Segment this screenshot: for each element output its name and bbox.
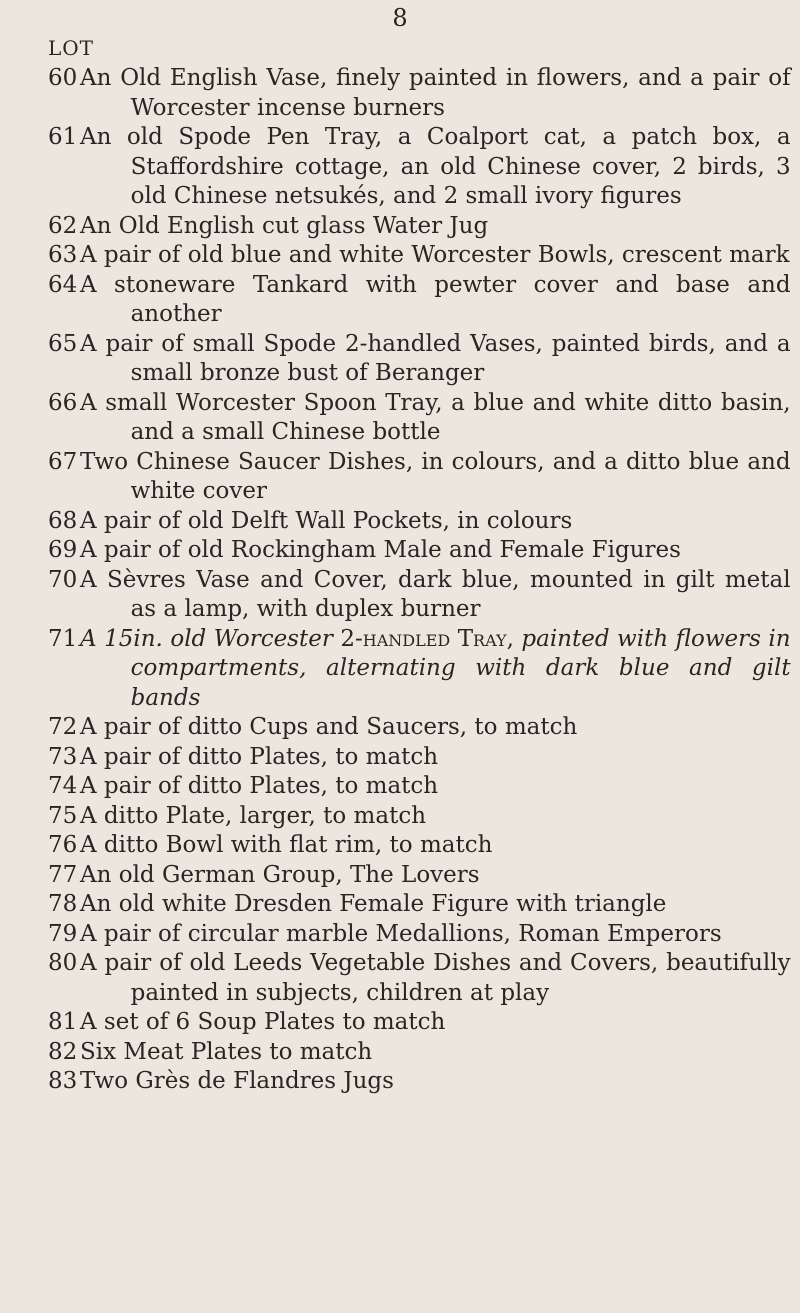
lot-67 — [0, 448, 800, 507]
lot-number: 80 — [48, 950, 78, 976]
lot-description: An Old English Vase, finely painted in flowers, and a pair of Worcester incense burners — [80, 65, 791, 121]
lot-description: A Sèvres Vase and Cover, dark blue, mounted in gilt metal as a lamp, with duplex burner — [80, 566, 791, 622]
lot-62 — [0, 212, 800, 242]
lot-number: 70 — [48, 566, 78, 593]
lot-number: 73 — [48, 743, 78, 770]
lot-63 — [0, 241, 800, 271]
lot-description: A ditto Bowl with flat rim, to match — [80, 832, 493, 858]
lot-number: 78 — [48, 891, 78, 917]
lot-number: 75 — [48, 802, 78, 829]
lot-65 — [0, 330, 800, 389]
lot-number: 81 — [48, 1009, 78, 1035]
page-number: 8 — [392, 4, 408, 32]
lot-description: Six Meat Plates to match — [80, 1038, 373, 1065]
lot-description: A pair of old blue and white Worcester Bowls, crescent mark — [80, 242, 790, 268]
lot-71 — [0, 625, 800, 714]
lot-number: 82 — [48, 1038, 78, 1065]
lot-number: 66 — [48, 389, 78, 416]
lot-description: A pair of old Rockingham Male and Female Figures — [80, 537, 681, 563]
lot-description-start: A 15in. old Worcester — [80, 625, 341, 652]
lot-description: A pair of ditto Cups and Saucers, to match — [80, 714, 578, 740]
lot-61 — [0, 123, 800, 212]
lot-78 — [0, 890, 800, 920]
lot-description — [80, 625, 791, 714]
lot-number: 63 — [48, 242, 78, 268]
lot-description: A pair of small Spode 2-handled Vases, painted birds, and a small bronze bust of Beranger — [80, 330, 791, 386]
lot-description: An old German Group, The Lovers — [80, 861, 480, 888]
lot-73 — [0, 743, 800, 773]
lot-number: 77 — [48, 861, 78, 888]
lot-number: 71 — [48, 625, 78, 652]
lot-70 — [0, 566, 800, 625]
lot-description: A pair of ditto Plates, to match — [80, 773, 439, 799]
lot-list — [0, 64, 800, 1097]
lot-description: A pair of ditto Plates, to match — [80, 743, 439, 770]
lot-number: 60 — [48, 65, 78, 91]
lot-number: 64 — [48, 271, 78, 298]
lot-description: A pair of old Delft Wall Pockets, in colours — [80, 507, 573, 534]
lot-60 — [0, 64, 800, 123]
lot-82 — [0, 1038, 800, 1068]
lot-description: A set of 6 Soup Plates to match — [80, 1009, 446, 1035]
lot-description: Two Chinese Saucer Dishes, in colours, and a ditto blue and white cover — [80, 448, 791, 504]
lot-description: A pair of old Leeds Vegetable Dishes and Covers, beautifully painted in subjects, children at play — [80, 950, 791, 1006]
lot-66 — [0, 389, 800, 448]
lot-number: 69 — [48, 537, 78, 563]
lot-number: 68 — [48, 507, 78, 534]
lot-number: 72 — [48, 714, 78, 740]
lot-74 — [0, 772, 800, 802]
lot-64 — [0, 271, 800, 330]
lot-number: 62 — [48, 212, 78, 239]
lot-79 — [0, 920, 800, 950]
lot-68 — [0, 507, 800, 537]
lot-77 — [0, 861, 800, 891]
lot-description: An old Spode Pen Tray, a Coalport cat, a patch box, a Staffordshire cottage, an old Chinese cover, 2 birds, 3 old Chinese netsukés, and 2 small ivory figures — [80, 124, 791, 209]
lot-number: 74 — [48, 773, 78, 799]
lot-description: A small Worcester Spoon Tray, a blue and white ditto basin, and a small Chinese bottle — [80, 389, 791, 445]
lot-description: A pair of circular marble Medallions, Roman Emperors — [80, 920, 722, 947]
lot-72 — [0, 713, 800, 743]
lot-number: 79 — [48, 920, 78, 947]
lot-description: A stoneware Tankard with pewter cover and base and another — [80, 271, 791, 327]
lot-description: Two Grès de Flandres Jugs — [80, 1068, 394, 1094]
lot-80 — [0, 949, 800, 1008]
lot-number: 76 — [48, 832, 78, 858]
lot-number: 61 — [48, 124, 78, 150]
lot-number: 67 — [48, 448, 78, 475]
lot-description: An old white Dresden Female Figure with triangle — [80, 891, 667, 917]
lot-description-caps: 2-handled Tray, — [340, 625, 514, 652]
lot-number: 65 — [48, 330, 78, 357]
lot-76 — [0, 831, 800, 861]
lot-description: An Old English cut glass Water Jug — [80, 212, 489, 239]
lot-column-header: LOT — [48, 36, 95, 60]
lot-75 — [0, 802, 800, 832]
lot-83 — [0, 1067, 800, 1097]
lot-description-end: painted with flowers in compartments, alternating with dark blue and gilt bands — [130, 625, 791, 711]
lot-69 — [0, 536, 800, 566]
lot-description: A ditto Plate, larger, to match — [80, 802, 427, 829]
lot-number: 83 — [48, 1068, 78, 1094]
lot-81 — [0, 1008, 800, 1038]
